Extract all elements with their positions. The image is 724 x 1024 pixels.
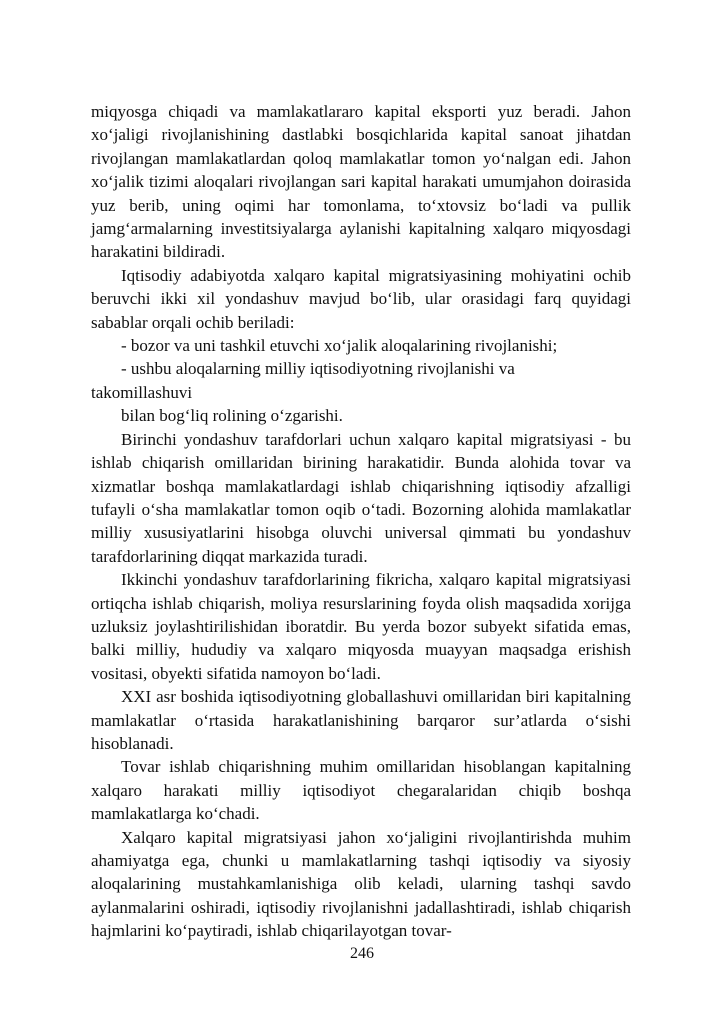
list-item-2-continuation: takomillashuvi [91, 382, 193, 402]
paragraph-3: Birinchi yondashuv tarafdorlari uchun xalqaro kapital migratsiyasi - bu ishlab chiqarish omillaridan birining harakatidir. Bunda alohida tovar va xizmatlar boshqa mamlakatlardagi ishlab chiqarishning iqtisodiy afzalligi tufayli o‘sha mamlakatlar tomon oqib o‘tadi. Bozorning alohida mamlakatlar milliy xususiyatlarini hisobga oluvchi universal qimmati bu yondashuv tarafdorlarining diqqat markazida turadi. [91, 429, 631, 566]
list-item-2-ending: bilan bog‘liq rolining o‘zgarishi. [121, 406, 343, 426]
list-item-1: - bozor va uni tashkil etuvchi xo‘jalik aloqalarining rivojlanishi; [121, 336, 558, 356]
list-item-2: - ushbu aloqalarning milliy iqtisodiyotning rivojlanishi va [121, 359, 515, 379]
paragraph-4: Ikkinchi yondashuv tarafdorlarining fikricha, xalqaro kapital migratsiyasi ortiqcha ishlab chiqarish, moliya resurslarining foyda olish maqsadida xorijga uzluksiz joylashtirilishidan iboratdir. Bu yerda bozor subyekt sifatida emas, balki milliy, hududiy va xalqaro miqyosda muayyan maqsadga erishish vositasi, obyekti sifatida namoyon bo‘ladi. [91, 570, 631, 683]
paragraph-7: Xalqaro kapital migratsiyasi jahon xo‘jaligini rivojlantirishda muhim ahamiyatga ega, chunki u mamlakatlarning tashqi iqtisodiy va siyosiy aloqalarining mustahkamlanishiga olib keladi, ularning tashqi savdo aylanmalarini oshiradi, iqtisodiy rivojlanishni jadallashtiradi, ishlab chiqarish hajmlarini ko‘paytiradi, ishlab chiqarilayotgan tovar- [91, 827, 631, 941]
page-body [91, 100, 631, 943]
page-number: 246 [350, 945, 374, 962]
paragraph-6: Tovar ishlab chiqarishning muhim omillaridan hisoblangan kapitalning xalqaro harakati milliy iqtisodiyot chegaralaridan chiqib boshqa mamlakatlarga ko‘chadi. [91, 757, 631, 824]
paragraph-2: Iqtisodiy adabiyotda xalqaro kapital migratsiyasining mohiyatini ochib beruvchi ikki xil yondashuv mavjud bo‘lib, ular orasidagi farq quyidagi sabablar orqali ochib beriladi: [91, 265, 631, 332]
paragraph-1: miqyosga chiqadi va mamlakatlararo kapital eksporti yuz beradi. Jahon xo‘jaligi rivojlanishining dastlabki bosqichlarida kapital sanoat jihatdan rivojlangan mamlakatlardan qoloq mamlakatlar tomon yo‘nalgan edi. Jahon xo‘jalik tizimi aloqalari rivojlangan sari kapital harakati umumjahon doirasida yuz berib, uning oqimi har tomonlama, to‘xtovsiz bo‘ladi va pullik jamg‘armalarning investitsiyalarga aylanishi kapitalning xalqaro miqyosdagi harakatini bildiradi. [91, 102, 631, 262]
paragraph-5: XXI asr boshida iqtisodiyotning globallashuvi omillaridan biri kapitalning mamlakatlar o‘rtasida harakatlanishining barqaror sur’atlarda o‘sishi hisoblanadi. [91, 687, 631, 753]
